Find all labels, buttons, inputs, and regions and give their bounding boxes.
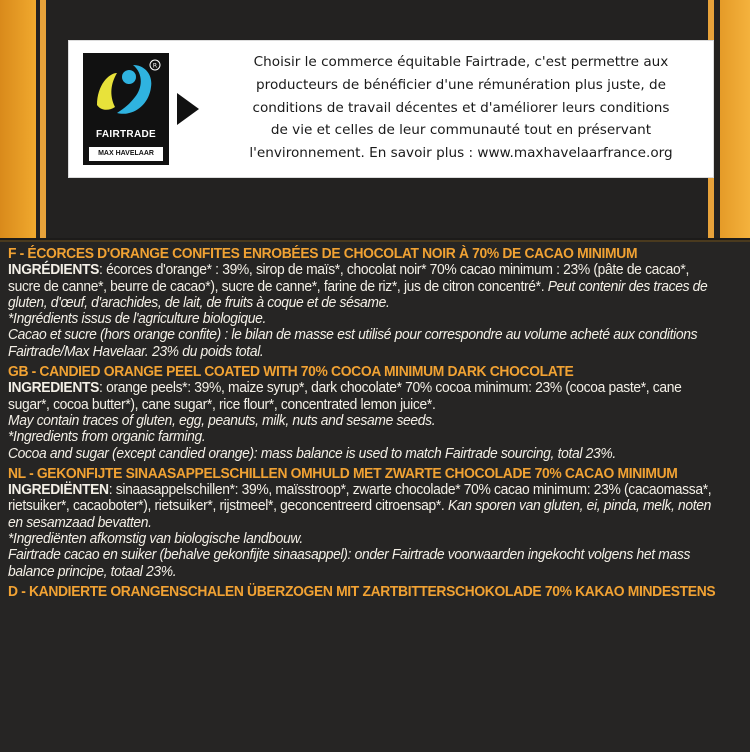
- packaging-top-band: [0, 0, 750, 238]
- orange-edge-right: [720, 0, 750, 238]
- registered-mark: R: [152, 62, 158, 70]
- mass-balance-gb: Cocoa and sugar (except candied orange): mass balance is used to match Fairtrade sourcing, total 23%.: [8, 445, 616, 462]
- ingredients-label-fr: INGRÉDIENTS: [8, 262, 100, 279]
- ingredients-panel: [0, 240, 750, 752]
- allergens-gb: May contain traces of gluten, egg, peanuts, milk, nuts and sesame seeds.: [8, 412, 436, 429]
- fairtrade-logo: [83, 53, 169, 165]
- arrow-right-icon: [177, 93, 199, 125]
- section-title-fr: F - ÉCORCES D'ORANGE CONFITES ENROBÉES DE CHOCOLAT NOIR À 70% DE CACAO MINIMUM: [8, 246, 638, 262]
- ingredients-label-gb: INGREDIENTS: [8, 380, 100, 397]
- organic-note-nl: *Ingrediënten afkomstig van biologische landbouw.: [8, 531, 303, 548]
- section-title-nl: NL - GEKONFIJTE SINAASAPPELSCHILLEN OMHULD MET ZWARTE CHOCOLADE 70% CACAO MINIMUM: [8, 465, 678, 482]
- organic-note-fr: *Ingrédients issus de l'agriculture biologique.: [8, 311, 267, 328]
- ingredients-label-nl: INGREDIËNTEN: [8, 482, 109, 499]
- description-line: de vie et celles de leur communauté tout en préservant: [270, 122, 652, 139]
- orange-edge-left: [0, 0, 36, 238]
- allergens-fr: Peut contenir des traces de gluten, d'œuf, d'arachides, de lait, de fruits à coque et de sésame.: [8, 278, 708, 311]
- section-nl: [8, 466, 720, 580]
- ingredients-gb: [8, 380, 720, 413]
- description-line: producteurs de bénéficier d'une rémunération plus juste, de: [256, 76, 666, 93]
- logo-fairtrade-text: FAIRTRADE: [96, 129, 156, 140]
- description-line: conditions de travail décentes et d'améliorer leurs conditions: [252, 99, 670, 116]
- ingredients-nl: [8, 482, 720, 531]
- gold-stripe-left: [40, 0, 46, 238]
- ingredients-content: [8, 246, 720, 604]
- section-title-de: D - KANDIERTE ORANGENSCHALEN ÜBERZOGEN MIT ZARTBITTERSCHOKOLADE 70% KAKAO MINDESTENS: [8, 583, 716, 600]
- ingredients-text-nl: : sinaasappelschillen*: 39%, maïsstroop*, zwarte chocolade* 70% cacao minimum: 23% (cacaomassa*, rietsuiker*, cacaoboter*), rietsuiker*, rijstmeel*, geconcentreerd citroensap*.: [8, 482, 712, 515]
- allergens-nl: Kan sporen van gluten, ei, pinda, melk, noten en sesamzaad bevatten.: [8, 498, 711, 531]
- section-title-gb: GB - CANDIED ORANGE PEEL COATED WITH 70% COCOA MINIMUM DARK CHOCOLATE: [8, 364, 574, 381]
- section-de: [8, 584, 720, 600]
- fairtrade-info-box: [68, 40, 714, 178]
- organic-note-gb: *Ingredients from organic farming.: [8, 429, 206, 446]
- fairtrade-description: [219, 51, 703, 165]
- ingredients-text-fr: : écorces d'orange* : 39%, sirop de maïs*, chocolat noir* 70% cacao minimum : 23% (pâte de cacao*, sucre de canne*, beurre de cacao*), sucre de canne*, farine de riz*, jus de citron concentré*.: [8, 262, 689, 295]
- section-gb: [8, 364, 720, 462]
- ingredients-fr: [8, 262, 720, 311]
- description-line: Choisir le commerce équitable Fairtrade, c'est permettre aux: [253, 54, 669, 70]
- description-line: l'environnement. En savoir plus : www.maxhavelaarfrance.org: [249, 145, 673, 162]
- logo-max-havelaar-text: MAX HAVELAAR: [89, 147, 163, 161]
- mass-balance-nl: Fairtrade cacao en suiker (behalve gekonfijte sinaasappel): onder Fairtrade voorwaarden ingekocht volgens het mass balance principe, totaal 23%.: [8, 547, 691, 580]
- mass-balance-fr: Cacao et sucre (hors orange confite) : le bilan de masse est utilisé pour correspondre au volume acheté aux conditions Fairtrade/Max Havelaar. 23% du poids total.: [8, 327, 698, 360]
- ingredients-text-gb: : orange peels*: 39%, maize syrup*, dark chocolate* 70% cocoa minimum: 23% (cocoa paste*, cane sugar*, cocoa butter*), cane sugar*, rice flour*, concentrated lemon juice*.: [8, 380, 682, 413]
- fairtrade-symbol-icon: [87, 57, 165, 127]
- section-fr: [8, 246, 720, 360]
